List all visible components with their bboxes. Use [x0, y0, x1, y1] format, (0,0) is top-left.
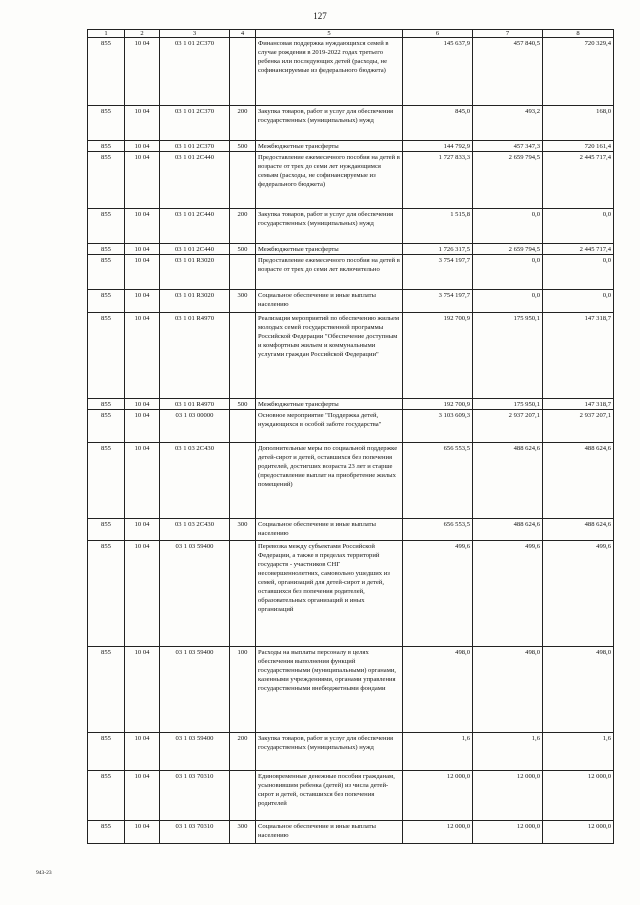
amount-year3: 2 937 207,1 [543, 410, 614, 443]
amount-year1: 12 000,0 [403, 821, 473, 844]
section-code: 10 04 [125, 152, 160, 209]
column-header: 3 [160, 30, 230, 38]
expense-type-code: 100 [230, 647, 256, 733]
ministry-code: 855 [88, 541, 125, 647]
table-row [88, 290, 614, 313]
section-code: 10 04 [125, 821, 160, 844]
budget-table [87, 29, 614, 844]
ministry-code: 855 [88, 313, 125, 399]
target-article-code: 03 1 01 R4970 [160, 399, 230, 410]
target-article-code: 03 1 01 R3020 [160, 290, 230, 313]
ministry-code: 855 [88, 106, 125, 141]
expense-type-code [230, 541, 256, 647]
item-description: Перевозка между субъектами Российской Федерации, а также в пределах территорий государств - участников СНГ несовершеннолетних, самовольно ушедших из семей, организаций для детей-сирот и детей, оставшихся без попечения родителей, образовательных организаций и иных организаций [256, 541, 403, 647]
section-code: 10 04 [125, 410, 160, 443]
section-code: 10 04 [125, 244, 160, 255]
section-code: 10 04 [125, 443, 160, 519]
section-code: 10 04 [125, 290, 160, 313]
ministry-code: 855 [88, 821, 125, 844]
amount-year3: 498,0 [543, 647, 614, 733]
target-article-code: 03 1 03 70310 [160, 821, 230, 844]
amount-year2: 12 000,0 [473, 821, 543, 844]
amount-year1: 1 726 317,5 [403, 244, 473, 255]
item-description: Межбюджетные трансферты [256, 141, 403, 152]
target-article-code: 03 1 01 2C440 [160, 244, 230, 255]
table-row [88, 443, 614, 519]
amount-year2: 2 659 794,5 [473, 244, 543, 255]
amount-year3: 720 329,4 [543, 38, 614, 106]
ministry-code: 855 [88, 209, 125, 244]
column-header: 1 [88, 30, 125, 38]
amount-year3: 12 000,0 [543, 821, 614, 844]
amount-year2: 498,0 [473, 647, 543, 733]
expense-type-code: 300 [230, 290, 256, 313]
amount-year2: 457 347,3 [473, 141, 543, 152]
target-article-code: 03 1 01 R4970 [160, 313, 230, 399]
amount-year3: 2 445 717,4 [543, 244, 614, 255]
expense-type-code: 200 [230, 106, 256, 141]
amount-year1: 1 515,8 [403, 209, 473, 244]
expense-type-code: 500 [230, 244, 256, 255]
amount-year1: 145 637,9 [403, 38, 473, 106]
item-description: Основное мероприятие "Поддержка детей, нуждающихся в особой заботе государства" [256, 410, 403, 443]
table-row [88, 541, 614, 647]
table-row [88, 209, 614, 244]
expense-type-code [230, 38, 256, 106]
item-description: Реализация мероприятий по обеспечению жильем молодых семей государственной программы Российской Федерации "Обеспечение доступным и комфортным жильем и коммунальными услугами граждан Российской Федерации" [256, 313, 403, 399]
target-article-code: 03 1 01 2C440 [160, 152, 230, 209]
section-code: 10 04 [125, 106, 160, 141]
expense-type-code: 300 [230, 821, 256, 844]
expense-type-code [230, 443, 256, 519]
amount-year3: 720 161,4 [543, 141, 614, 152]
table-row [88, 647, 614, 733]
table-row [88, 106, 614, 141]
section-code: 10 04 [125, 647, 160, 733]
amount-year3: 147 318,7 [543, 399, 614, 410]
item-description: Закупка товаров, работ и услуг для обеспечения государственных (муниципальных) нужд [256, 209, 403, 244]
amount-year2: 457 840,5 [473, 38, 543, 106]
table-row [88, 399, 614, 410]
amount-year3: 168,0 [543, 106, 614, 141]
item-description: Предоставление ежемесячного пособия на детей в возрасте от трех до семи лет включительно [256, 255, 403, 290]
section-code: 10 04 [125, 209, 160, 244]
amount-year1: 192 700,9 [403, 313, 473, 399]
ministry-code: 855 [88, 38, 125, 106]
amount-year1: 3 754 197,7 [403, 255, 473, 290]
item-description: Социальное обеспечение и иные выплаты населению [256, 821, 403, 844]
amount-year2: 499,6 [473, 541, 543, 647]
expense-type-code: 300 [230, 519, 256, 541]
amount-year1: 499,6 [403, 541, 473, 647]
amount-year2: 2 937 207,1 [473, 410, 543, 443]
amount-year1: 1,6 [403, 733, 473, 771]
item-description: Единовременные денежные пособия гражданам, усыновившим ребенка (детей) из числа детей-сирот и детей, оставшихся без попечения родителей [256, 771, 403, 821]
section-code: 10 04 [125, 771, 160, 821]
target-article-code: 03 1 01 2C370 [160, 38, 230, 106]
amount-year2: 2 659 794,5 [473, 152, 543, 209]
amount-year1: 498,0 [403, 647, 473, 733]
table-row [88, 519, 614, 541]
table-row [88, 313, 614, 399]
amount-year2: 0,0 [473, 255, 543, 290]
amount-year2: 12 000,0 [473, 771, 543, 821]
table-row [88, 821, 614, 844]
expense-type-code [230, 313, 256, 399]
target-article-code: 03 1 03 70310 [160, 771, 230, 821]
column-header: 7 [473, 30, 543, 38]
item-description: Социальное обеспечение и иные выплаты населению [256, 519, 403, 541]
table-row [88, 141, 614, 152]
target-article-code: 03 1 03 59400 [160, 541, 230, 647]
expense-type-code: 500 [230, 141, 256, 152]
item-description: Межбюджетные трансферты [256, 244, 403, 255]
amount-year2: 0,0 [473, 290, 543, 313]
table-row [88, 38, 614, 106]
amount-year2: 175 950,1 [473, 399, 543, 410]
ministry-code: 855 [88, 519, 125, 541]
section-code: 10 04 [125, 255, 160, 290]
target-article-code: 03 1 03 00000 [160, 410, 230, 443]
table-row [88, 255, 614, 290]
expense-type-code [230, 410, 256, 443]
header-row [88, 30, 614, 38]
amount-year2: 488 624,6 [473, 443, 543, 519]
item-description: Предоставление ежемесячного пособия на детей в возрасте от трех до семи лет нуждающимся семьям (расходы, не софинансируемые из федерального бюджета) [256, 152, 403, 209]
document-code: 943-23 [36, 870, 52, 876]
amount-year3: 0,0 [543, 255, 614, 290]
target-article-code: 03 1 01 2C440 [160, 209, 230, 244]
column-header: 4 [230, 30, 256, 38]
ministry-code: 855 [88, 141, 125, 152]
amount-year1: 192 700,9 [403, 399, 473, 410]
column-header: 6 [403, 30, 473, 38]
section-code: 10 04 [125, 38, 160, 106]
amount-year1: 144 792,9 [403, 141, 473, 152]
amount-year3: 1,6 [543, 733, 614, 771]
item-description: Закупка товаров, работ и услуг для обеспечения государственных (муниципальных) нужд [256, 106, 403, 141]
column-header: 5 [256, 30, 403, 38]
amount-year1: 3 754 197,7 [403, 290, 473, 313]
table-row [88, 733, 614, 771]
ministry-code: 855 [88, 410, 125, 443]
expense-type-code [230, 152, 256, 209]
target-article-code: 03 1 03 59400 [160, 733, 230, 771]
column-header: 8 [543, 30, 614, 38]
amount-year1: 656 553,5 [403, 443, 473, 519]
ministry-code: 855 [88, 244, 125, 255]
amount-year3: 0,0 [543, 290, 614, 313]
amount-year2: 493,2 [473, 106, 543, 141]
section-code: 10 04 [125, 733, 160, 771]
amount-year1: 656 553,5 [403, 519, 473, 541]
section-code: 10 04 [125, 541, 160, 647]
target-article-code: 03 1 03 2C430 [160, 519, 230, 541]
table-row [88, 152, 614, 209]
section-code: 10 04 [125, 313, 160, 399]
ministry-code: 855 [88, 255, 125, 290]
target-article-code: 03 1 01 R3020 [160, 255, 230, 290]
target-article-code: 03 1 03 59400 [160, 647, 230, 733]
amount-year3: 12 000,0 [543, 771, 614, 821]
item-description: Межбюджетные трансферты [256, 399, 403, 410]
amount-year3: 499,6 [543, 541, 614, 647]
section-code: 10 04 [125, 399, 160, 410]
page-number: 127 [313, 11, 327, 21]
ministry-code: 855 [88, 647, 125, 733]
expense-type-code [230, 771, 256, 821]
amount-year1: 12 000,0 [403, 771, 473, 821]
expense-type-code [230, 255, 256, 290]
amount-year2: 1,6 [473, 733, 543, 771]
amount-year3: 2 445 717,4 [543, 152, 614, 209]
item-description: Финансовая поддержка нуждающихся семей в случае рождения в 2019-2022 годах третьего ребенка или последующих детей (расходы, не софинансируемые из федерального бюджета) [256, 38, 403, 106]
table-row [88, 410, 614, 443]
item-description: Социальное обеспечение и иные выплаты населению [256, 290, 403, 313]
amount-year1: 1 727 833,3 [403, 152, 473, 209]
item-description: Дополнительные меры по социальной поддержке детей-сирот и детей, оставшихся без попечения родителей, достигших возраста 23 лет и старше (предоставление выплат на приобретение жилых помещений) [256, 443, 403, 519]
amount-year3: 0,0 [543, 209, 614, 244]
amount-year1: 845,0 [403, 106, 473, 141]
amount-year3: 147 318,7 [543, 313, 614, 399]
table-row [88, 244, 614, 255]
expense-type-code: 200 [230, 209, 256, 244]
ministry-code: 855 [88, 152, 125, 209]
amount-year2: 175 950,1 [473, 313, 543, 399]
target-article-code: 03 1 01 2C370 [160, 141, 230, 152]
ministry-code: 855 [88, 733, 125, 771]
ministry-code: 855 [88, 771, 125, 821]
amount-year2: 0,0 [473, 209, 543, 244]
section-code: 10 04 [125, 141, 160, 152]
item-description: Расходы на выплаты персоналу в целях обеспечения выполнения функций государственными (муниципальными) органами, казенными учреждениями, органами управления государственными внебюджетными фондами [256, 647, 403, 733]
section-code: 10 04 [125, 519, 160, 541]
expense-type-code: 200 [230, 733, 256, 771]
amount-year2: 488 624,6 [473, 519, 543, 541]
target-article-code: 03 1 01 2C370 [160, 106, 230, 141]
ministry-code: 855 [88, 399, 125, 410]
table-row [88, 771, 614, 821]
target-article-code: 03 1 03 2C430 [160, 443, 230, 519]
ministry-code: 855 [88, 443, 125, 519]
amount-year1: 3 103 609,3 [403, 410, 473, 443]
expense-type-code: 500 [230, 399, 256, 410]
ministry-code: 855 [88, 290, 125, 313]
item-description: Закупка товаров, работ и услуг для обеспечения государственных (муниципальных) нужд [256, 733, 403, 771]
amount-year3: 488 624,6 [543, 443, 614, 519]
column-header: 2 [125, 30, 160, 38]
amount-year3: 488 624,6 [543, 519, 614, 541]
